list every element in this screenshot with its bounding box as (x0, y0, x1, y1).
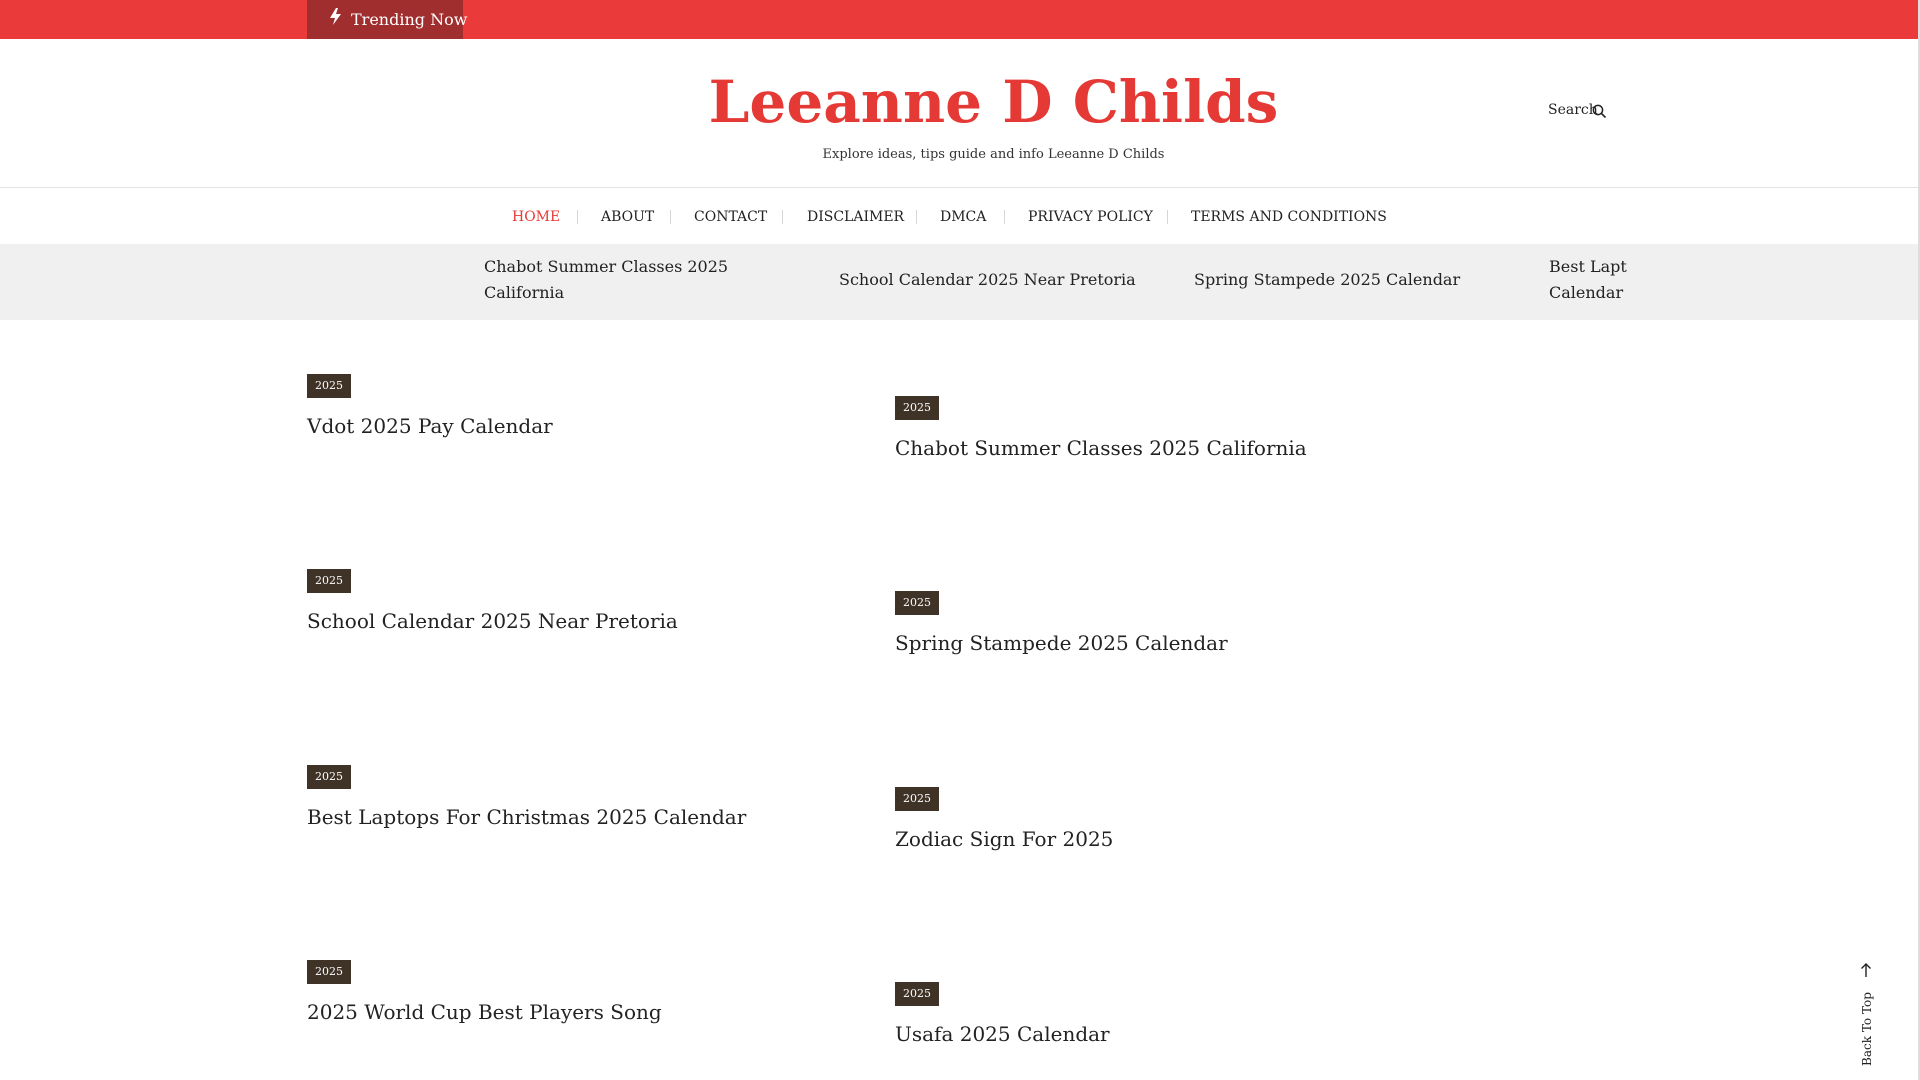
nav-terms-and-conditions[interactable]: TERMS AND CONDITIONS (1191, 209, 1387, 225)
header-divider (0, 187, 1920, 188)
back-to-top-label: Back To Top (1860, 992, 1874, 1066)
ticker-item-line: Spring Stampede 2025 Calendar (1194, 270, 1461, 289)
post-title[interactable]: 2025 World Cup Best Players Song (307, 1000, 662, 1024)
post-title[interactable]: Spring Stampede 2025 Calendar (895, 631, 1228, 655)
trending-now-label[interactable] (307, 0, 468, 39)
post-title[interactable]: Best Laptops For Christmas 2025 Calendar (307, 805, 747, 829)
category-badge[interactable]: 2025 (895, 396, 939, 420)
category-badge[interactable]: 2025 (895, 591, 939, 615)
ticker-item[interactable] (839, 267, 1136, 293)
post-title[interactable]: Vdot 2025 Pay Calendar (307, 414, 553, 438)
ticker-item-line: Calendar (1549, 283, 1624, 302)
category-badge[interactable]: 2025 (307, 374, 351, 398)
trending-now-text: Trending Now (351, 10, 468, 29)
ticker-item[interactable] (484, 254, 728, 306)
ticker-item-line: California (484, 283, 565, 302)
site-title[interactable]: Leeanne D Childs (708, 68, 1279, 136)
nav-dmca[interactable]: DMCA (940, 209, 987, 225)
primary-nav (0, 194, 1920, 240)
search-label: Search (1548, 102, 1598, 118)
nav-separator (916, 210, 917, 224)
nav-contact[interactable]: CONTACT (694, 209, 768, 225)
category-badge[interactable]: 2025 (307, 765, 351, 789)
post-title[interactable]: Chabot Summer Classes 2025 California (895, 436, 1307, 460)
nav-home[interactable]: HOME (512, 209, 561, 225)
category-badge[interactable]: 2025 (895, 787, 939, 811)
nav-disclaimer[interactable]: DISCLAIMER (807, 209, 905, 225)
search-button[interactable] (1548, 102, 1598, 124)
post-title[interactable]: Zodiac Sign For 2025 (895, 827, 1114, 851)
nav-separator (670, 210, 671, 224)
category-badge[interactable]: 2025 (307, 569, 351, 593)
nav-separator (782, 210, 783, 224)
nav-about[interactable]: ABOUT (601, 209, 655, 225)
nav-separator (577, 210, 578, 224)
bolt-icon (329, 8, 342, 25)
post-title[interactable]: School Calendar 2025 Near Pretoria (307, 609, 678, 633)
ticker-item-line: Chabot Summer Classes 2025 (484, 257, 729, 276)
category-badge[interactable]: 2025 (307, 960, 351, 984)
post-title[interactable]: Usafa 2025 Calendar (895, 1022, 1110, 1046)
site-tagline: Explore ideas, tips guide and info Leeanne D Childs (822, 147, 1165, 162)
search-icon (1592, 104, 1607, 119)
arrow-up-icon (1859, 962, 1873, 978)
nav-privacy-policy[interactable]: PRIVACY POLICY (1028, 209, 1153, 225)
top-bar (0, 0, 1920, 39)
back-to-top-button[interactable] (1851, 960, 1881, 1066)
nav-separator (1004, 210, 1005, 224)
nav-separator (1167, 210, 1168, 224)
trending-ticker (0, 244, 1920, 320)
category-badge[interactable]: 2025 (895, 982, 939, 1006)
ticker-item[interactable] (1194, 267, 1460, 293)
ticker-item[interactable] (1549, 254, 1627, 306)
ticker-item-line: School Calendar 2025 Near Pretoria (839, 270, 1136, 289)
ticker-item-line: Best Lapt (1549, 257, 1627, 276)
